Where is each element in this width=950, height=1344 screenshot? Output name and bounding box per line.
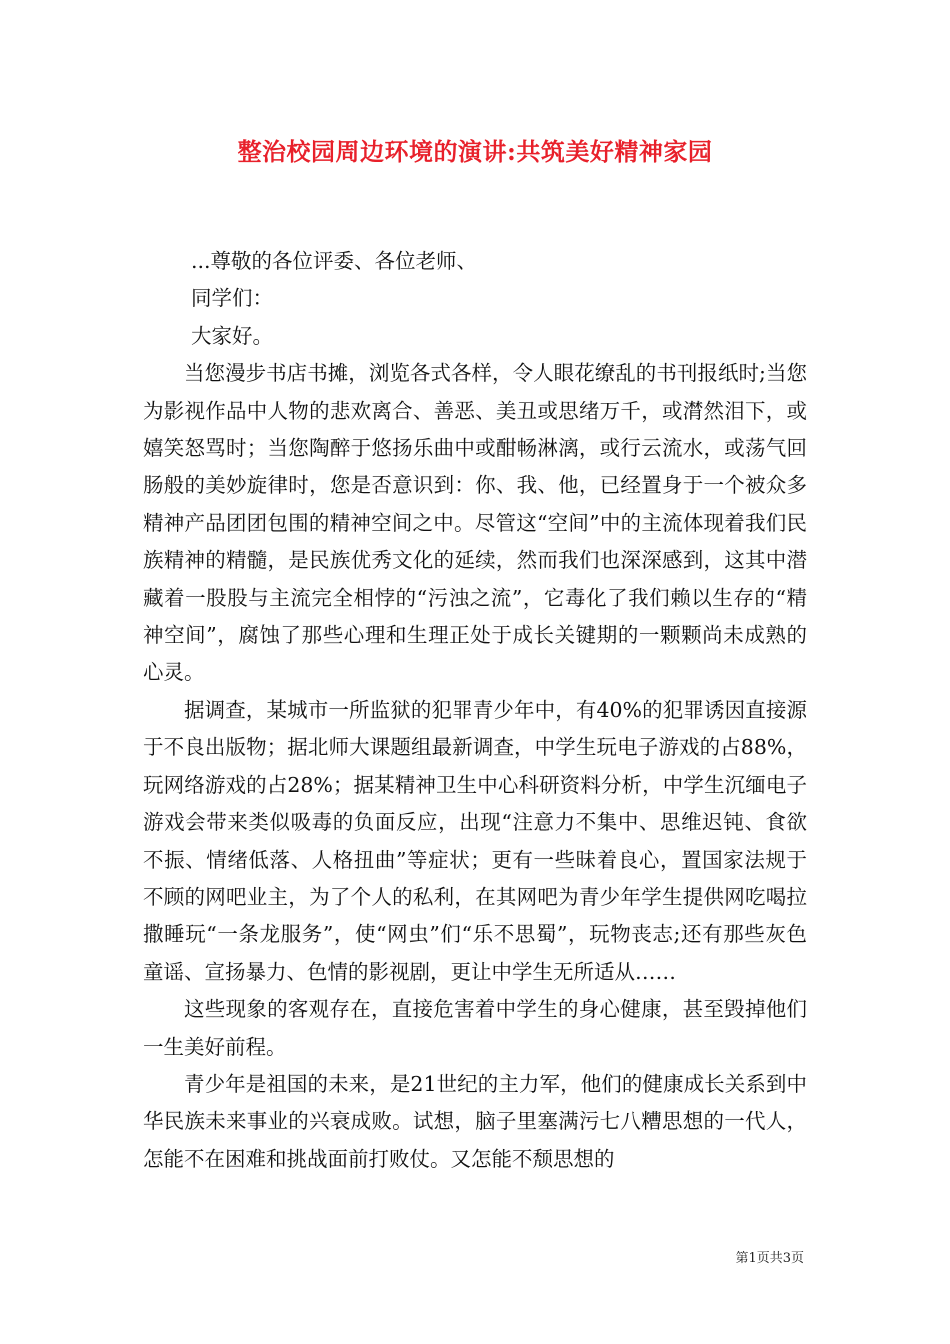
- body-paragraph: 据调查，某城市一所监狱的犯罪青少年中，有40%的犯罪诱因直接源于不良出版物；据北师大课题组最新调查，中学生玩电子游戏的占88%，玩网络游戏的占28%；据某精神卫生中心科研资料分析，中学生沉缅电子游戏会带来类似吸毒的负面反应，出现“注意力不集中、思维迟钝、食欲不振、情绪低落、人格扭曲”等症状；更有一些昧着良心，置国家法规于不顾的网吧业主，为了个人的私利，在其网吧为青少年学生提供网吃喝拉撒睡玩“一条龙服务”，使“网虫”们“乐不思蜀”，玩物丧志;还有那些灰色童谣、宣扬暴力、色情的影视剧，更让中学生无所适从……: [143, 697, 807, 984]
- body-paragraph: 青少年是祖国的未来，是21世纪的主力军，他们的健康成长关系到中华民族未来事业的兴衰成败。试想，脑子里塞满污七八糟思想的一代人，怎能不在困难和挑战面前打败仗。又怎能不颓思想的: [143, 1071, 807, 1171]
- document-body: [143, 243, 807, 1178]
- body-paragraph: 当您漫步书店书摊，浏览各式各样，令人眼花缭乱的书刊报纸时;当您为影视作品中人物的悲欢离合、善恶、美丑或思绪万千，或潸然泪下，或嬉笑怒骂时；当您陶醉于悠扬乐曲中或酣畅淋漓，或行云流水，或荡气回肠般的美妙旋律时，您是否意识到：你、我、他，已经置身于一个被众多精神产品团团包围的精神空间之中。尽管这“空间”中的主流体现着我们民族精神的精髓，是民族优秀文化的延续，然而我们也深深感到，这其中潜藏着一股股与主流完全相悖的“污浊之流”，它毒化了我们赖以生存的“精神空间”，腐蚀了那些心理和生理正处于成长关键期的一颗颗尚未成熟的心灵。: [143, 361, 807, 685]
- document-title: 整治校园周边环境的演讲:共筑美好精神家园: [237, 137, 713, 166]
- body-paragraph: 这些现象的客观存在，直接危害着中学生的身心健康，甚至毁掉他们一生美好前程。: [143, 997, 807, 1059]
- salutation-line: 大家好。: [191, 323, 273, 348]
- salutation-line: ...尊敬的各位评委、各位老师、: [191, 249, 478, 273]
- page-number: 第1页共3页: [735, 1251, 804, 1266]
- salutation-line: 同学们：: [191, 286, 273, 311]
